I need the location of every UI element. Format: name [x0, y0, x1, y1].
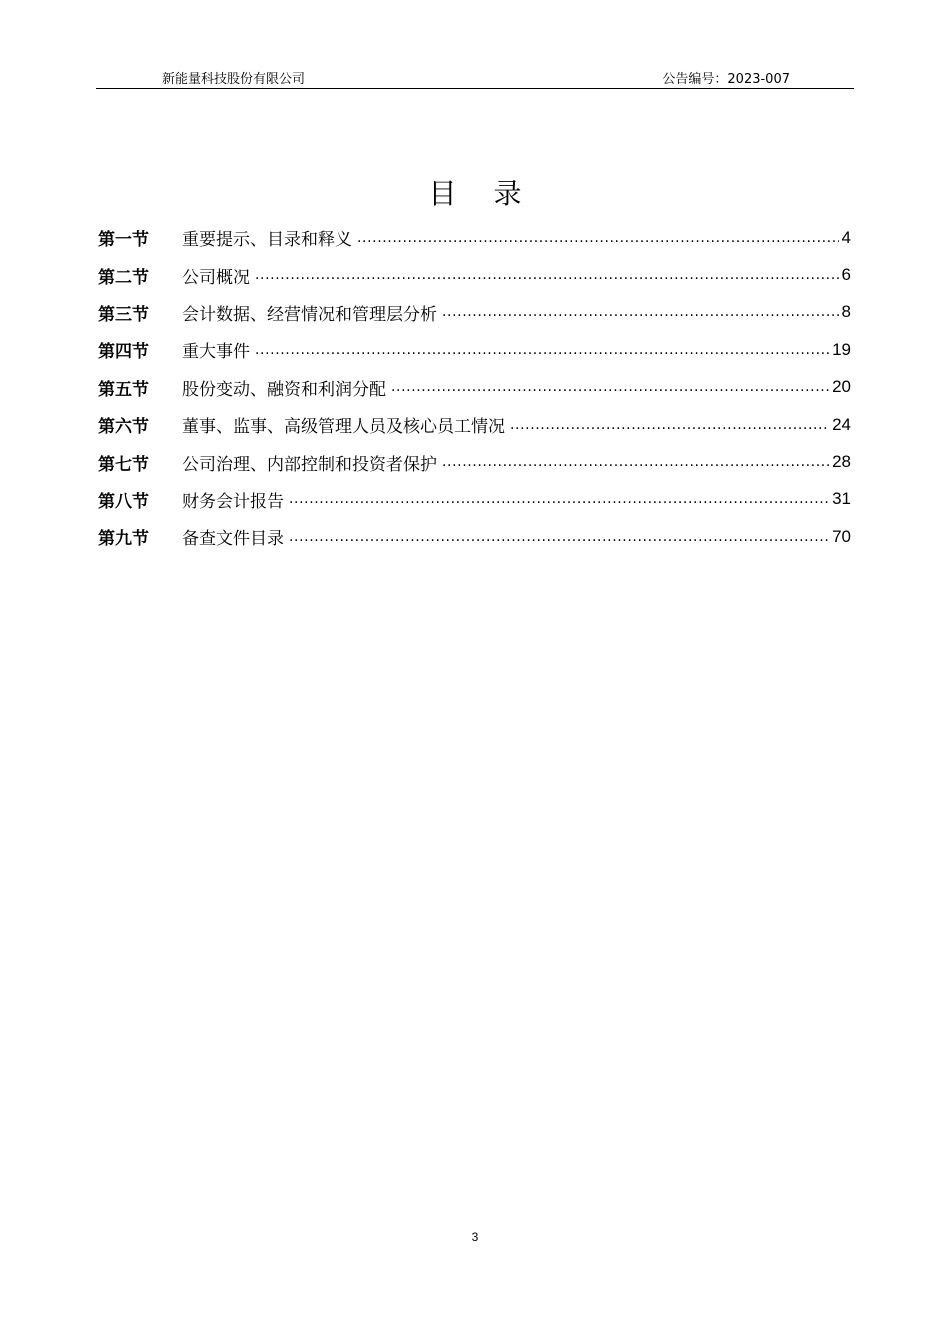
toc-heading: 财务会计报告 — [182, 491, 284, 512]
toc-entry[interactable] — [98, 294, 851, 331]
toc-page-number: 24 — [832, 414, 851, 434]
toc-entry[interactable] — [98, 331, 851, 368]
toc-title: 目 录 — [428, 177, 536, 210]
toc-heading: 股份变动、融资和利润分配 — [182, 379, 386, 400]
toc-heading: 会计数据、经营情况和管理层分析 — [182, 304, 437, 325]
announcement-number: 公告编号：2023-007 — [662, 72, 790, 87]
page-number: 3 — [471, 1230, 479, 1244]
toc-heading: 公司治理、内部控制和投资者保护 — [182, 454, 437, 475]
toc-page-number: 28 — [832, 452, 851, 472]
toc-section-number: 第七节 — [98, 454, 149, 475]
toc-heading: 公司概况 — [182, 267, 250, 288]
toc-section-number: 第五节 — [98, 379, 149, 400]
dot-leader — [442, 302, 839, 322]
toc-section-number: 第二节 — [98, 267, 149, 288]
toc-heading: 董事、监事、高级管理人员及核心员工情况 — [182, 417, 505, 438]
toc-page-number: 4 — [841, 227, 851, 247]
toc-section-number: 第九节 — [98, 529, 149, 550]
dot-leader — [357, 228, 839, 248]
toc-entry[interactable] — [98, 406, 851, 443]
toc-page-number: 6 — [841, 265, 851, 285]
dot-leader — [442, 452, 829, 472]
toc-section-number: 第六节 — [98, 417, 149, 438]
toc-section-number: 第四节 — [98, 342, 149, 363]
toc-heading: 重要提示、目录和释义 — [182, 230, 352, 251]
toc-page-number: 31 — [832, 489, 851, 509]
dot-leader — [255, 340, 829, 360]
dot-leader — [391, 377, 829, 397]
dot-leader — [289, 527, 829, 547]
dot-leader — [510, 415, 829, 435]
toc-page-number: 70 — [832, 526, 851, 546]
toc-page-number: 8 — [841, 302, 851, 322]
company-name: 新能量科技股份有限公司 — [162, 72, 306, 87]
toc-page-number: 20 — [832, 377, 851, 397]
toc-entry[interactable] — [98, 518, 851, 555]
dot-leader — [255, 265, 839, 285]
toc-entry[interactable] — [98, 443, 851, 480]
toc-entry[interactable] — [98, 369, 851, 406]
toc-heading: 备查文件目录 — [182, 529, 284, 550]
toc-heading: 重大事件 — [182, 342, 250, 363]
dot-leader — [289, 489, 829, 509]
toc-entry[interactable] — [98, 256, 851, 293]
toc-entry[interactable] — [98, 481, 851, 518]
toc-page-number: 19 — [832, 339, 851, 359]
toc-section-number: 第三节 — [98, 304, 149, 325]
toc-section-number: 第八节 — [98, 491, 149, 512]
table-of-contents — [98, 219, 851, 556]
page-header — [96, 66, 854, 89]
toc-entry[interactable] — [98, 219, 851, 256]
toc-section-number: 第一节 — [98, 230, 149, 251]
